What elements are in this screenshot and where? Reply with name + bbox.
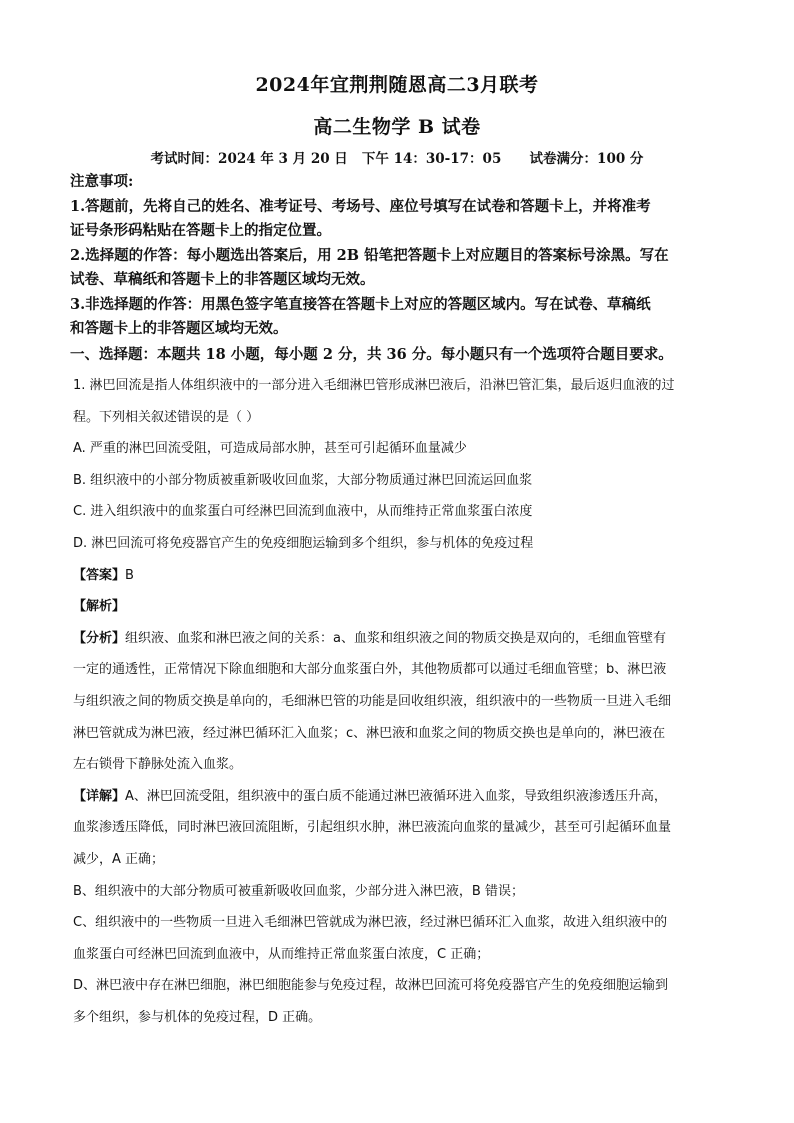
option-c: C. 进入组织液中的血浆蛋白可经淋巴回流到血液中，从而维持正常血浆蛋白浓度 (73, 504, 533, 520)
analysis-text: 组织液、血浆和淋巴液之间的关系：a、血浆和组织液之间的物质交换是双向的，毛细血管壁有 (125, 630, 666, 646)
answer-value: B (125, 567, 134, 583)
analysis-line: 淋巴管就成为淋巴液，经过淋巴循环汇入血浆；c、淋巴液和血浆之间的物质交换也是单向的，淋巴液在 (73, 725, 666, 741)
detail-line: 多个组织，参与机体的免疫过程，D 正确。 (73, 1009, 322, 1025)
notes-line: 3.非选择题的作答：用黑色签字笔直接答在答题卡上对应的答题区域内。写在试卷、草稿纸 (70, 295, 651, 313)
detail-line: C、组织液中的一些物质一旦进入毛细淋巴管就成为淋巴液，经过淋巴循环汇入血浆，故进入组织液中的 (73, 915, 668, 931)
notes-heading: 注意事项: (70, 173, 134, 190)
option-a: A. 严重的淋巴回流受阻，可造成局部水肿，甚至可引起循环血量减少 (73, 441, 467, 457)
notes-block (70, 170, 730, 342)
answer-line (73, 560, 733, 592)
question-stem: 程。下列相关叙述错误的是（ ） (73, 409, 260, 425)
detail-line: 减少，A 正确； (73, 851, 165, 867)
notes-line: 2.选择题的作答：每小题选出答案后，用 2B 铅笔把答题卡上对应题目的答案标号涂黑。写在 (70, 246, 669, 264)
exam-title: 2024年宜荆荆随恩高二3月联考 (255, 74, 539, 96)
notes-line: 1.答题前，先将自己的姓名、准考证号、考场号、座位号填写在试卷和答题卡上，并将准考 (70, 197, 651, 215)
detail-label: 【详解】 (73, 788, 126, 804)
analysis-line: 与组织液之间的物质交换是单向的，毛细淋巴管的功能是回收组织液，组织液中的一些物质一旦进入毛细 (73, 693, 672, 709)
paper-subtitle: 高二生物学 B 试卷 (313, 116, 481, 138)
analysis-line (73, 623, 733, 655)
answer-tag: 【答案】 (73, 567, 126, 583)
notes-line: 和答题卡上的非答题区域均无效。 (70, 320, 288, 337)
section-heading: 一、选择题：本题共 18 小题，每小题 2 分，共 36 分。每小题只有一个选项符合题目要求。 (70, 346, 673, 363)
notes-line: 证号条形码粘贴在答题卡上的指定位置。 (70, 222, 331, 239)
detail-line: D、淋巴液中存在淋巴细胞，淋巴细胞能参与免疫过程，故淋巴回流可将免疫器官产生的免疫细胞运输到 (73, 978, 669, 994)
detail-line (73, 781, 733, 813)
exam-time-info: 考试时间：2024 年 3 月 20 日 下午 14：30-17：05 试卷满分：100 分 (150, 151, 644, 167)
detail-text: A、淋巴回流受阻，组织液中的蛋白质不能通过淋巴液循环进入血浆，导致组织液渗透压升高， (125, 788, 667, 804)
analysis-line: 左右锁骨下静脉处流入血浆。 (73, 757, 243, 773)
option-b: B. 组织液中的小部分物质被重新吸收回血浆，大部分物质通过淋巴回流运回血浆 (73, 472, 533, 488)
analysis-heading: 【解析】 (73, 599, 126, 615)
question-stem: 1. 淋巴回流是指人体组织液中的一部分进入毛细淋巴管形成淋巴液后，沿淋巴管汇集，最后返归血液的过 (73, 378, 675, 393)
option-d: D. 淋巴回流可将免疫器官产生的免疫细胞运输到多个组织，参与机体的免疫过程 (73, 535, 534, 551)
detail-line: B、组织液中的大部分物质可被重新吸收回血浆，少部分进入淋巴液，B 错误； (73, 883, 524, 899)
detail-line: 血浆渗透压降低，同时淋巴液回流阻断，引起组织水肿，淋巴液流向血浆的量减少，甚至可引起循环血量 (73, 820, 672, 836)
detail-line: 血浆蛋白可经淋巴回流到血液中，从而维持正常血浆蛋白浓度，C 正确； (73, 946, 490, 962)
analysis-label: 【分析】 (73, 630, 126, 646)
question-block (73, 370, 733, 1033)
analysis-line: 一定的通透性，正常情况下除血细胞和大部分血浆蛋白外，其他物质都可以通过毛细血管壁；b、淋巴液 (73, 662, 667, 678)
notes-line: 试卷、草稿纸和答题卡上的非答题区域均无效。 (70, 271, 375, 288)
